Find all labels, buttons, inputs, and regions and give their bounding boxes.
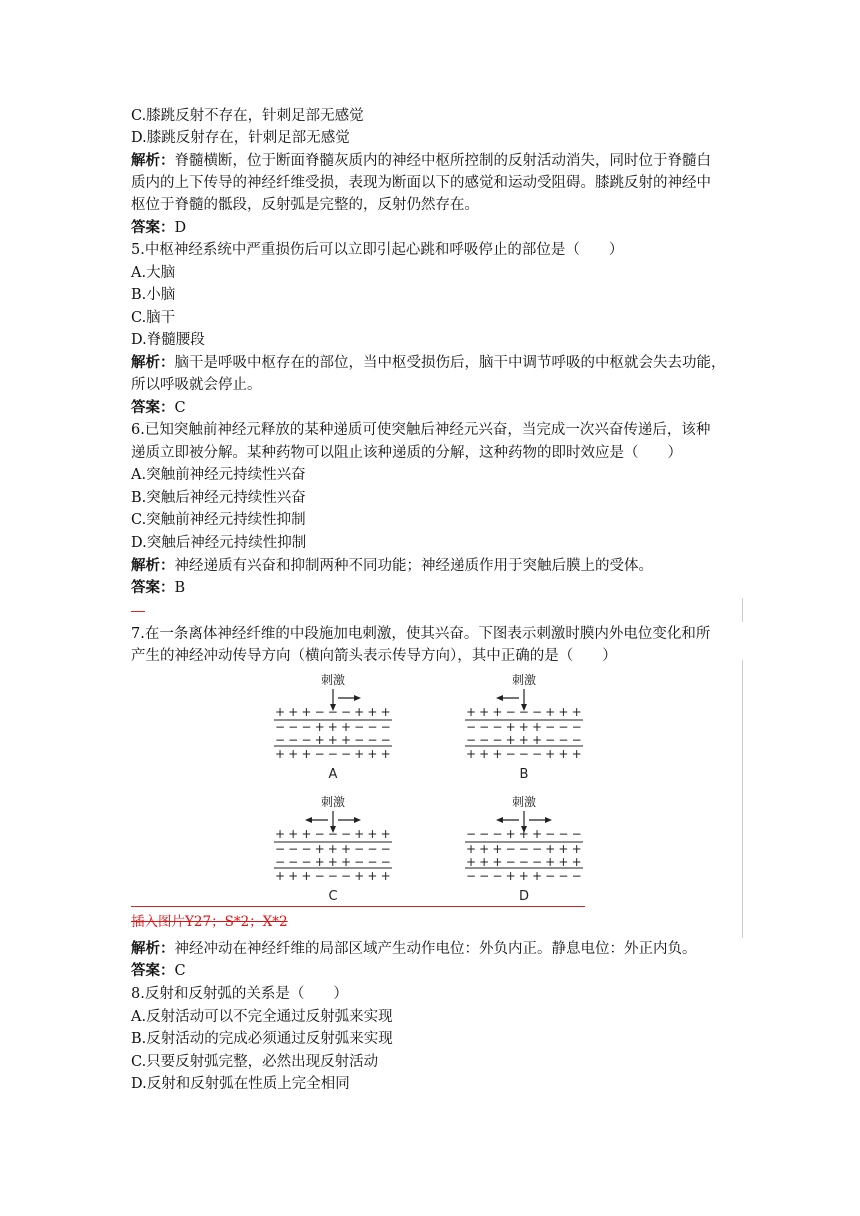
charge-sign: − (301, 733, 312, 747)
analysis-label: 解析： (131, 354, 175, 371)
charge-sign: + (327, 733, 338, 747)
analysis-line (131, 352, 726, 374)
charge-sign: + (274, 747, 286, 761)
analysis-line (131, 555, 653, 577)
charge-sign: − (492, 827, 503, 841)
revision-mark (131, 611, 145, 612)
charge-sign: − (545, 733, 556, 747)
charge-sign: − (505, 705, 516, 719)
charge-sign: − (288, 733, 299, 747)
answer-label: 答案： (131, 579, 175, 596)
answer-line (131, 217, 186, 239)
charge-sign: + (505, 827, 516, 841)
question-6: 6.已知突触前神经元释放的某种递质可使突触后神经元兴奋，当完成一次兴奋传递后，该种 (131, 422, 711, 438)
question-7-cont: 产生的神经冲动传导方向（横向箭头表示传导方向），其中正确的是（ ） (131, 648, 617, 664)
charge-sign: + (367, 747, 378, 761)
charge-sign: + (465, 747, 477, 761)
charge-sign: − (558, 869, 569, 883)
charge-sign: + (531, 869, 543, 883)
charge-sign: + (380, 869, 391, 883)
option-d: D.脊髓腰段 (131, 332, 205, 348)
charge-sign: + (479, 705, 490, 719)
charge-sign: + (340, 733, 352, 747)
charge-sign: − (314, 747, 325, 761)
charge-sign: − (571, 827, 582, 841)
charge-sign: + (558, 705, 569, 719)
stimulus-label: 刺激 (320, 673, 346, 687)
charge-sign: + (327, 842, 338, 856)
answer-line (131, 577, 185, 599)
charge-sign: − (531, 747, 543, 761)
charge-sign: + (327, 855, 338, 869)
question-6-cont: 递质立即被分解。某种药物可以阻止该种递质的分解，这种药物的即时效应是（ ） (131, 445, 682, 461)
option-b: B.突触后神经元持续性兴奋 (131, 490, 306, 506)
conduction-arrow-right-head (545, 817, 552, 823)
charge-sign: − (340, 747, 352, 761)
analysis-text: 枢位于脊髓的骶段，反射弧是完整的，反射仍然存在。 (131, 197, 479, 213)
charge-sign: + (518, 720, 529, 734)
charge-sign: + (354, 705, 365, 719)
answer-label: 答案： (131, 219, 175, 236)
charge-sign: − (518, 705, 529, 719)
charge-sign: + (571, 747, 582, 761)
charge-sign: + (505, 733, 516, 747)
analysis-text: 质内的上下传导的神经纤维受损，表现为断面以下的感觉和运动受阻碍。膝跳反射的神经中 (131, 175, 711, 191)
charge-sign: + (479, 747, 490, 761)
conduction-arrow-right-head (354, 817, 361, 823)
charge-sign: − (545, 869, 556, 883)
charge-sign: + (545, 747, 556, 761)
charge-sign: + (274, 827, 286, 841)
charge-sign: + (465, 855, 477, 869)
answer-label: 答案： (131, 962, 175, 979)
charge-sign: + (314, 855, 325, 869)
charge-sign: − (518, 842, 529, 856)
charge-sign: + (314, 842, 325, 856)
charge-sign: − (340, 869, 352, 883)
charge-sign: − (518, 855, 529, 869)
charge-sign: + (288, 705, 299, 719)
charge-sign: + (571, 705, 582, 719)
charge-sign: + (288, 869, 299, 883)
analysis-line (131, 150, 711, 172)
answer-value: C (174, 400, 186, 416)
charge-sign: − (531, 842, 543, 856)
charge-sign: − (340, 827, 352, 841)
option-a: A.突触前神经元持续性兴奋 (131, 467, 306, 483)
charge-sign: + (465, 842, 477, 856)
charge-sign: + (301, 747, 312, 761)
charge-sign: − (327, 827, 338, 841)
answer-line (131, 397, 186, 419)
charge-sign: + (492, 842, 503, 856)
charge-sign: − (367, 720, 378, 734)
panel-letter: D (518, 889, 530, 904)
charge-sign: − (288, 855, 299, 869)
charge-sign: + (301, 827, 312, 841)
analysis-text: 脊髓横断，位于断面脊髓灰质内的神经中枢所控制的反射活动消失，同时位于脊髓白 (174, 153, 711, 169)
charge-sign: + (274, 705, 286, 719)
panel-letter: B (519, 767, 529, 782)
charge-sign: − (274, 720, 286, 734)
charge-sign: − (380, 733, 391, 747)
charge-sign: − (531, 705, 543, 719)
charge-sign: + (531, 720, 543, 734)
charge-sign: + (288, 747, 299, 761)
charge-sign: + (274, 869, 286, 883)
charge-sign: + (545, 705, 556, 719)
option-d: D.突触后神经元持续性抑制 (131, 535, 307, 551)
charge-sign: + (380, 827, 391, 841)
conduction-arrow-right-head (354, 695, 361, 701)
charge-sign: + (531, 827, 543, 841)
charge-sign: + (505, 720, 516, 734)
charge-sign: − (505, 855, 516, 869)
analysis-label: 解析： (131, 557, 175, 574)
analysis-text: 神经冲动在神经纤维的局部区域产生动作电位：外负内正。静息电位：外正内负。 (174, 941, 697, 957)
charge-sign: + (518, 869, 529, 883)
charge-sign: + (367, 869, 378, 883)
question-8: 8.反射和反射弧的关系是（ ） (131, 986, 348, 1002)
option-b: B.小脑 (131, 287, 176, 303)
charge-sign: − (354, 733, 365, 747)
answer-value: C (174, 963, 186, 979)
charge-sign: + (367, 705, 378, 719)
option-c: C.脑干 (131, 310, 176, 326)
charge-sign: − (545, 827, 556, 841)
charge-sign: − (479, 869, 490, 883)
option-b: B.反射活动的完成必须通过反射弧来实现 (131, 1031, 393, 1047)
charge-sign: − (558, 720, 569, 734)
charge-sign: − (571, 869, 582, 883)
charge-sign: − (301, 842, 312, 856)
charge-sign: + (545, 855, 556, 869)
charge-sign: + (465, 705, 477, 719)
charge-sign: + (340, 720, 352, 734)
charge-sign: − (558, 827, 569, 841)
charge-sign: − (380, 842, 391, 856)
analysis-label: 解析： (131, 152, 175, 169)
charge-sign: − (518, 747, 529, 761)
charge-sign: + (479, 842, 490, 856)
revision-underline (131, 906, 585, 907)
charge-sign: + (531, 733, 543, 747)
charge-sign: − (367, 855, 378, 869)
panel-letter: C (328, 889, 338, 904)
margin-bar (742, 598, 743, 622)
charge-sign: − (380, 855, 391, 869)
charge-sign: − (367, 733, 378, 747)
charge-sign: − (340, 705, 352, 719)
charge-sign: − (505, 842, 516, 856)
charge-sign: + (340, 842, 352, 856)
charge-sign: − (288, 842, 299, 856)
charge-sign: + (354, 869, 365, 883)
charge-sign: + (571, 842, 582, 856)
question-7: 7.在一条离体神经纤维的中段施加电刺激，使其兴奋。下图表示刺激时膜内外电位变化和所 (131, 626, 711, 642)
conduction-arrow-left-head (496, 817, 503, 823)
analysis-text: 脑干是呼吸中枢存在的部位，当中枢受损伤后，脑干中调节呼吸的中枢就会失去功能， (174, 355, 726, 371)
option-c: C.突触前神经元持续性抑制 (131, 512, 306, 528)
analysis-text: 所以呼吸就会停止。 (131, 377, 262, 393)
charge-sign: + (571, 855, 582, 869)
answer-line (131, 960, 186, 982)
charge-sign: + (354, 827, 365, 841)
charge-sign: − (505, 747, 516, 761)
option-a: A.大脑 (131, 265, 176, 281)
charge-sign: + (558, 842, 569, 856)
answer-label: 答案： (131, 399, 175, 416)
charge-sign: − (479, 720, 490, 734)
option-a: A.反射活动可以不完全通过反射弧来实现 (131, 1009, 393, 1025)
charge-sign: + (327, 720, 338, 734)
option-d: D.反射和反射弧在性质上完全相同 (131, 1076, 350, 1092)
charge-sign: − (301, 855, 312, 869)
charge-sign: + (492, 747, 503, 761)
answer-value: D (174, 220, 187, 236)
charge-sign: − (301, 720, 312, 734)
charge-sign: + (479, 855, 490, 869)
charge-sign: − (465, 733, 477, 747)
analysis-label: 解析： (131, 940, 175, 957)
answer-value: B (174, 580, 186, 596)
charge-sign: − (571, 733, 582, 747)
margin-bar (742, 660, 743, 938)
charge-sign: − (327, 869, 338, 883)
charge-sign: − (479, 733, 490, 747)
panel-letter: A (328, 767, 338, 782)
charge-sign: − (531, 855, 543, 869)
charge-sign: + (505, 869, 516, 883)
charge-sign: + (380, 747, 391, 761)
charge-sign: − (380, 720, 391, 734)
charge-sign: − (354, 842, 365, 856)
conduction-arrow-left-head (305, 817, 312, 823)
charge-sign: + (301, 869, 312, 883)
charge-sign: − (465, 827, 477, 841)
question-5: 5.中枢神经系统中严重损伤后可以立即引起心跳和呼吸停止的部位是（ ） (131, 242, 624, 258)
charge-sign: − (274, 842, 286, 856)
charge-sign: + (380, 705, 391, 719)
charge-sign: − (367, 842, 378, 856)
option-c: C.膝跳反射不存在，针刺足部无感觉 (131, 108, 364, 124)
nerve-fiber-figure (262, 668, 592, 912)
stimulus-label: 刺激 (320, 795, 346, 809)
charge-sign: − (465, 869, 477, 883)
charge-sign: + (558, 747, 569, 761)
charge-sign: + (340, 855, 352, 869)
charge-sign: − (492, 733, 503, 747)
charge-sign: + (558, 855, 569, 869)
charge-sign: − (354, 720, 365, 734)
charge-sign: − (545, 720, 556, 734)
charge-sign: − (492, 869, 503, 883)
charge-sign: − (571, 720, 582, 734)
deleted-insert-note: 插入图片Y27；S*2；X*2 (131, 914, 288, 930)
analysis-line (131, 938, 697, 960)
charge-sign: − (558, 733, 569, 747)
charge-sign: − (314, 869, 325, 883)
charge-sign: − (327, 705, 338, 719)
charge-sign: + (314, 720, 325, 734)
charge-sign: + (545, 842, 556, 856)
charge-sign: − (274, 855, 286, 869)
charge-sign: + (354, 747, 365, 761)
charge-sign: − (327, 747, 338, 761)
charge-sign: − (314, 705, 325, 719)
charge-sign: − (288, 720, 299, 734)
nerve-diagram (262, 668, 592, 912)
charge-sign: − (274, 733, 286, 747)
charge-sign: + (314, 733, 325, 747)
option-c: C.只要反射弧完整，必然出现反射活动 (131, 1054, 379, 1070)
charge-sign: + (492, 855, 503, 869)
conduction-arrow-left-head (496, 695, 503, 701)
stimulus-label: 刺激 (511, 673, 537, 687)
charge-sign: − (354, 855, 365, 869)
stimulus-label: 刺激 (511, 795, 537, 809)
charge-sign: − (314, 827, 325, 841)
charge-sign: − (479, 827, 490, 841)
charge-sign: + (518, 827, 529, 841)
charge-sign: + (301, 705, 312, 719)
charge-sign: − (465, 720, 477, 734)
charge-sign: − (492, 720, 503, 734)
charge-sign: + (367, 827, 378, 841)
option-d: D.膝跳反射存在，针刺足部无感觉 (131, 130, 350, 146)
charge-sign: + (288, 827, 299, 841)
analysis-text: 神经递质有兴奋和抑制两种不同功能；神经递质作用于突触后膜上的受体。 (174, 558, 653, 574)
charge-sign: + (518, 733, 529, 747)
charge-sign: + (492, 705, 503, 719)
